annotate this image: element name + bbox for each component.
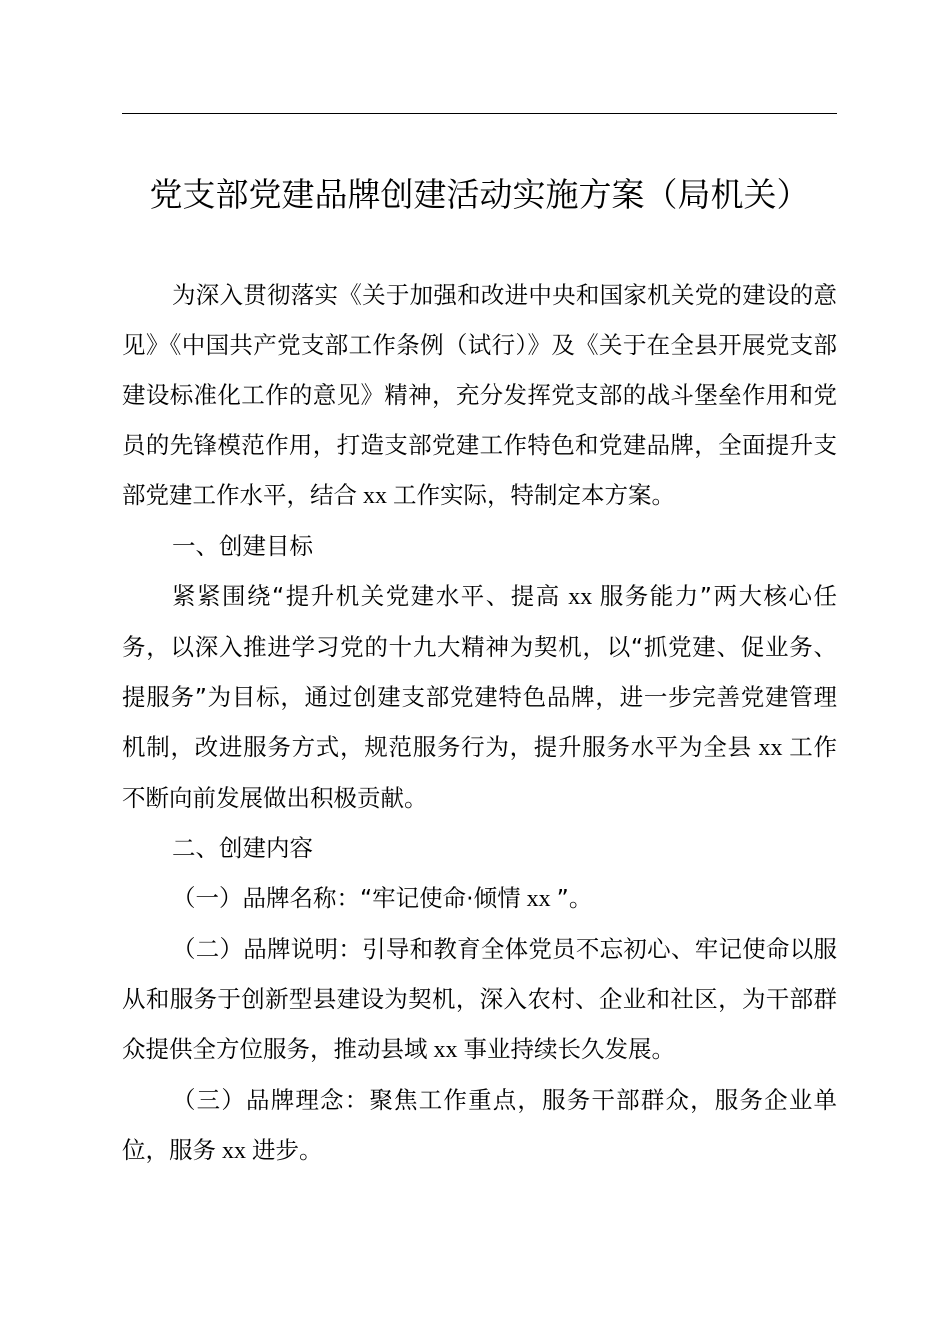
header-rule — [122, 113, 837, 114]
brand-description-paragraph: （二）品牌说明：引导和教育全体党员不忘初心、牢记使命以服从和服务于创新型县建设为契机，深入农村、企业和社区，为干部群众提供全方位服务，推动县域 xx 事业持续长久发展。 — [122, 935, 837, 1063]
document-title: 党支部党建品牌创建活动实施方案（局机关） — [149, 175, 810, 214]
goals-paragraph: 紧紧围绕“提升机关党建水平、提高 xx 服务能力”两大核心任务，以深入推进学习党的十九大精神为契机，以“抓党建、促业务、提服务”为目标，通过创建支部党建特色品牌，进一步完善党建管理机制，改进服务方式，规范服务行为，提升服务水平为全县 xx 工作不断向前发展做出积极贡献。 — [122, 582, 838, 812]
section-heading-goals: 一、创建目标 — [172, 532, 313, 560]
section-heading-content: 二、创建内容 — [172, 834, 313, 862]
brand-philosophy-paragraph: （三）品牌理念：聚焦工作重点，服务干部群众，服务企业单位，服务 xx 进步。 — [122, 1086, 837, 1164]
intro-paragraph: 为深入贯彻落实《关于加强和改进中央和国家机关党的建设的意见》《中国共产党支部工作条例（试行）》及《关于在全县开展党支部建设标准化工作的意见》精神，充分发挥党支部的战斗堡垒作用和党员的先锋模范作用，打造支部党建工作特色和党建品牌，全面提升支部党建工作水平，结合 xx 工作实际，特制定本方案。 — [122, 281, 837, 509]
document-body — [122, 270, 837, 1176]
brand-name-paragraph: （一）品牌名称：“牢记使命·倾情 xx ”。 — [172, 884, 593, 912]
